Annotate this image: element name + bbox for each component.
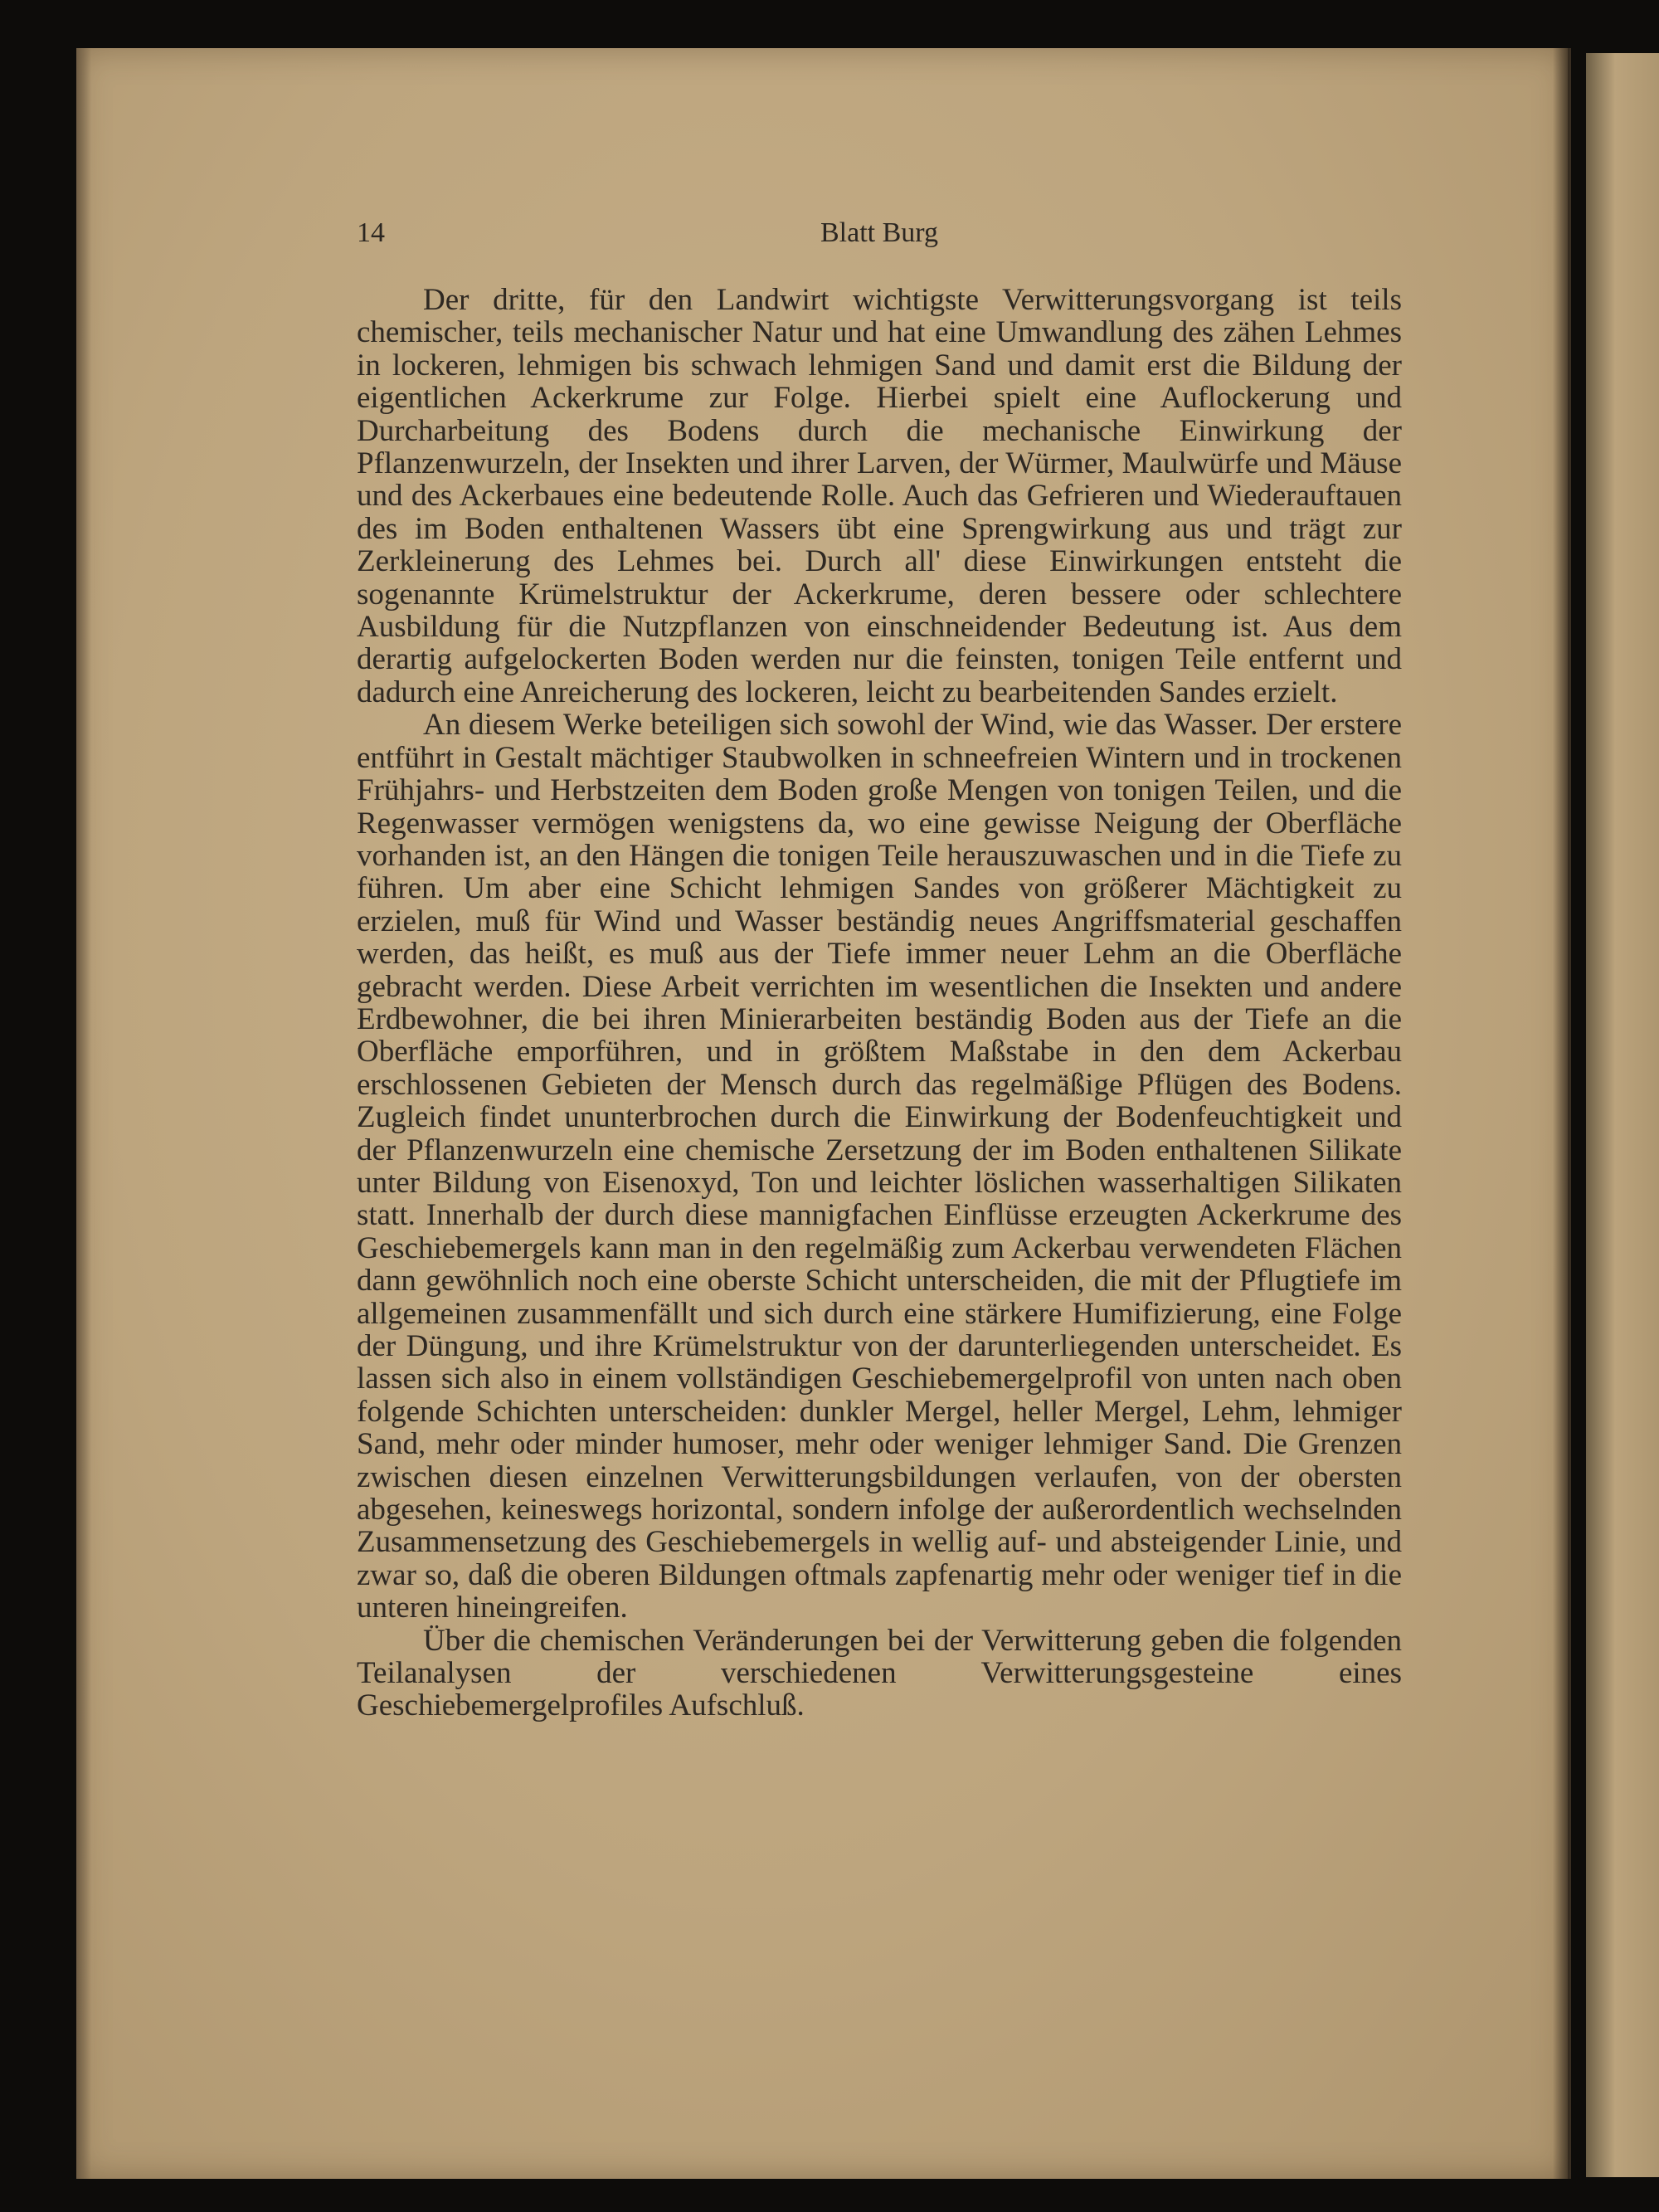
page-number: 14 xyxy=(357,217,385,248)
body-text xyxy=(357,284,1402,1722)
paper-left-shadow xyxy=(76,48,91,2179)
paper-right-shadow xyxy=(1553,48,1571,2179)
paragraph: Über die chemischen Veränderungen bei der Verwitterung geben die folgenden Teilanalysen der verschiedenen Verwitterungsgesteine eines Geschiebemergelprofiles Aufschluß. xyxy=(357,1623,1402,1723)
running-head: Blatt Burg xyxy=(820,217,938,248)
adjacent-page-edge xyxy=(1586,53,1659,2177)
page-header xyxy=(357,217,1402,259)
paragraph: Der dritte, für den Landwirt wichtigste Verwitterungsvorgang ist teils chemischer, teils mechanischer Natur und hat eine Umwandlung des zähen Lehmes in lockeren, lehmigen bis schwach lehmigen Sand und damit erst die Bildung der eigentlichen Ackerkrume zur Folge. Hierbei spielt eine Auflockerung und Durcharbeitung des Bodens durch die mechanische Einwirkung der Pflanzenwurzeln, der Insekten und ihrer Larven, der Würmer, Maulwürfe und Mäuse und des Ackerbaues eine bedeutende Rolle. Auch das Gefrieren und Wiederauftauen des im Boden enthaltenen Wassers übt eine Sprengwirkung aus und trägt zur Zerkleinerung des Lehmes bei. Durch all' diese Einwirkungen entsteht die sogenannte Krümelstruktur der Ackerkrume, deren bessere oder schlechtere Ausbildung für die Nutzpflanzen von einschneidender Bedeutung ist. Aus dem derartig aufgelockerten Boden werden nur die feinsten, tonigen Teile entfernt und dadurch eine Anreicherung des lockeren, leicht zu bearbeitenden Sandes erzielt. xyxy=(357,283,1402,709)
paragraph: An diesem Werke beteiligen sich sowohl der Wind, wie das Wasser. Der erstere entführt in Gestalt mächtiger Staubwolken in schneefreien Wintern und in trockenen Frühjahrs- und Herbstzeiten dem Boden große Mengen von tonigen Teilen, und die Regenwasser vermögen wenigstens da, wo eine gewisse Neigung der Oberfläche vorhanden ist, an den Hängen die tonigen Teile herauszuwaschen und in die Tiefe zu führen. Um aber eine Schicht lehmigen Sandes von größerer Mächtigkeit zu erzielen, muß für Wind und Wasser beständig neues Angriffsmaterial geschaffen werden, das heißt, es muß aus der Tiefe immer neuer Lehm an die Oberfläche gebracht werden. Diese Arbeit verrichten im wesentlichen die Insekten und andere Erdbewohner, die bei ihren Minierarbeiten beständig Boden aus der Tiefe an die Oberfläche emporführen, und in größtem Maßstabe in den dem Ackerbau erschlossenen Gebieten der Mensch durch das regelmäßige Pflügen des Bodens. Zugleich findet ununterbrochen durch die Einwirkung der Bodenfeuchtigkeit und der Pflanzenwurzeln eine chemische Zersetzung der im Boden enthaltenen Silikate unter Bildung von Eisenoxyd, Ton und leichter löslichen wasserhaltigen Silikaten statt. Innerhalb der durch diese mannigfachen Einflüsse erzeugten Ackerkrume des Geschiebemergels kann man in den regelmäßig zum Ackerbau verwendeten Flächen dann gewöhnlich noch eine oberste Schicht unterscheiden, die mit der Pflugtiefe im allgemeinen zusammenfällt und sich durch eine stärkere Humifizierung, eine Folge der Düngung, und ihre Krümelstruktur von der darunterliegenden unterscheidet. Es lassen sich also in einem vollständigen Geschiebemergelprofil von unten nach oben folgende Schichten unterscheiden: dunkler Mergel, heller Mergel, Lehm, lehmiger Sand, mehr oder minder humoser, mehr oder weniger lehmiger Sand. Die Grenzen zwischen diesen einzelnen Verwitterungsbildungen verlaufen, von der obersten abgesehen, keineswegs horizontal, sondern infolge der außerordentlich wechselnden Zusammensetzung des Geschiebemergels in wellig auf- und absteigender Linie, und zwar so, daß die oberen Bildungen oftmals zapfenartig mehr oder weniger tief in die unteren hineingreifen. xyxy=(357,708,1402,1625)
